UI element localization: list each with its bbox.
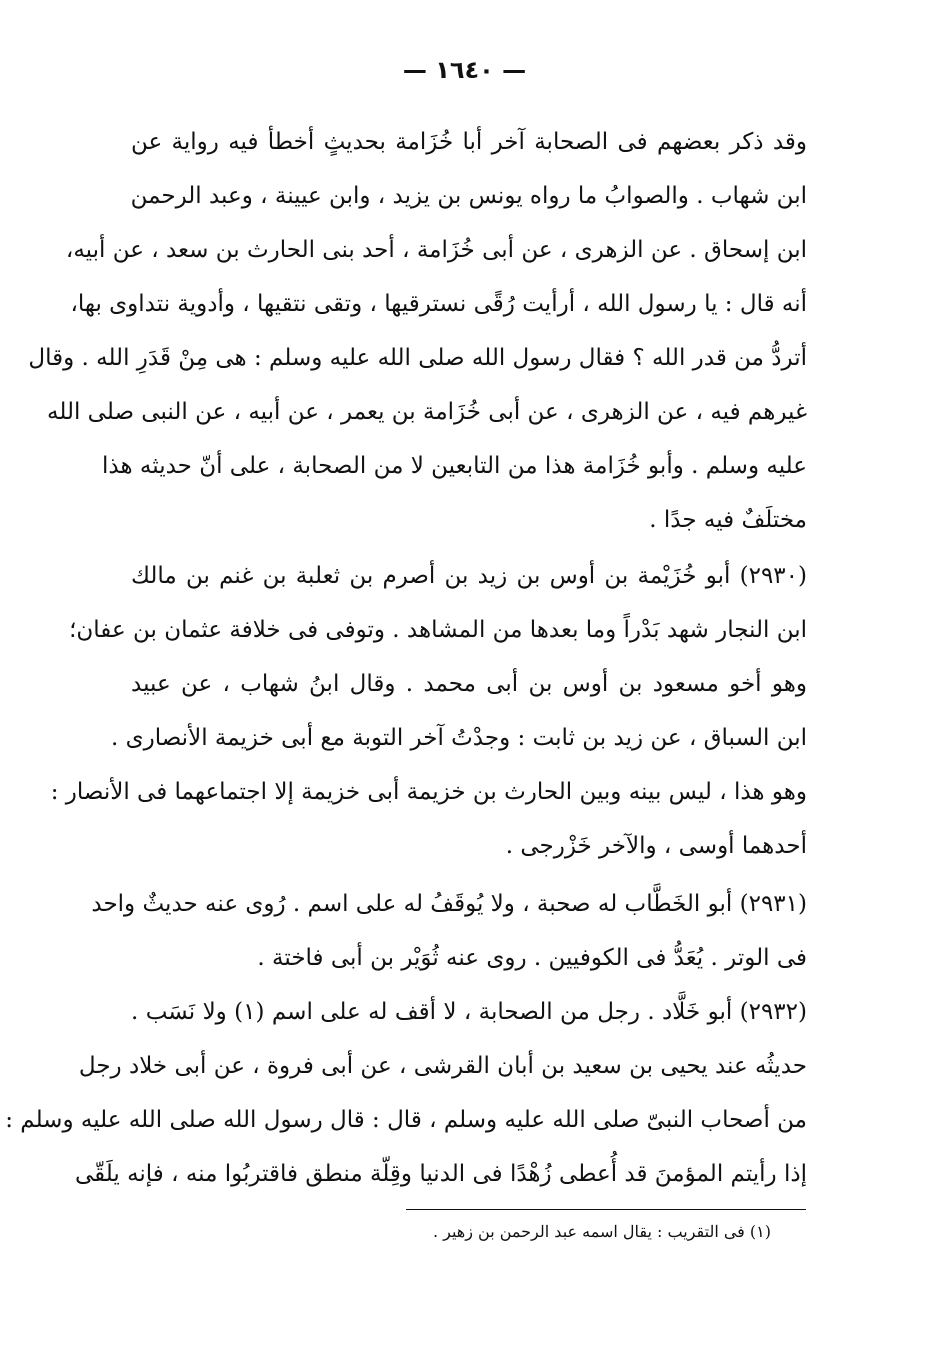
footnote: (١) فى التقريب : يقال اسمه عبد الرحمن بن زهير . xyxy=(432,1222,771,1241)
text-line: غيرهم فيه ، عن الزهرى ، عن أبى خُزَامة بن يعمر ، عن أبيه ، عن النبى صلى الله xyxy=(47,399,807,425)
text-line: من أصحاب النبىّ صلى الله عليه وسلم ، قال : قال رسول الله صلى الله عليه وسلم : xyxy=(5,1107,807,1133)
entry-heading-2932: (٢٩٣٢) أبو خَلَّاد . رجل من الصحابة ، لا أقف له على اسم (١) ولا نَسَب . xyxy=(131,999,807,1025)
text-line: وهو أخو مسعود بن أوس بن أبى محمد . وقال ابنُ شهاب ، عن عبيد xyxy=(131,671,807,697)
text-line: أحدهما أوسى ، والآخر خَزْرجى . xyxy=(505,833,807,859)
entry-heading-2931: (٢٩٣١) أبو الخَطَّاب له صحبة ، ولا يُوقَفُ له على اسم . رُوى عنه حديثٌ واحد xyxy=(91,891,807,917)
text-line: ابن شهاب . والصوابُ ما رواه يونس بن يزيد ، وابن عيينة ، وعبد الرحمن xyxy=(130,183,807,209)
text-line: وقد ذكر بعضهم فى الصحابة آخر أبا خُزَامة بحديثٍ أخطأ فيه رواية عن xyxy=(131,129,807,155)
text-line: مختلَفٌ فيه جدًا . xyxy=(649,507,807,533)
text-line: عليه وسلم . وأبو خُزَامة هذا من التابعين لا من الصحابة ، على أنّ حديثه هذا xyxy=(102,453,807,479)
text-line: فى الوتر . يُعَدُّ فى الكوفيين . روى عنه ثُوَيْر بن أبى فاختة . xyxy=(257,945,807,971)
text-line: أتردُّ من قدر الله ؟ فقال رسول الله صلى الله عليه وسلم : هى مِنْ قَدَرِ الله . وقال xyxy=(28,345,807,371)
text-line: ابن إسحاق . عن الزهرى ، عن أبى خُزَامة ، أحد بنى الحارث بن سعد ، عن أبيه، xyxy=(65,237,807,263)
footnote-divider xyxy=(406,1209,806,1210)
text-line: ابن النجار شهد بَدْراً وما بعدها من المشاهد . وتوفى فى خلافة عثمان بن عفان؛ xyxy=(69,617,807,643)
text-line: حديثُه عند يحيى بن سعيد بن أبان القرشى ، عن أبى فروة ، عن أبى خلاد رجل xyxy=(78,1053,807,1079)
text-line: ابن السباق ، عن زيد بن ثابت : وجدْتُ آخر التوبة مع أبى خزيمة الأنصارى . xyxy=(110,725,807,751)
text-line: أنه قال : يا رسول الله ، أرأيت رُقًى نسترقيها ، وتقى نتقيها ، وأدوية نتداوى بها، xyxy=(70,291,807,317)
text-line: وهو هذا ، ليس بينه وبين الحارث بن خزيمة أبى خزيمة إلا اجتماعهما فى الأنصار : xyxy=(50,779,807,805)
page-number: — ١٦٤٠ — xyxy=(402,56,527,84)
text-line: إذا رأيتم المؤمنَ قد أُعطى زُهْدًا فى الدنيا وقِلّة منطق فاقتربُوا منه ، فإنه يلَقّى xyxy=(74,1161,807,1187)
entry-heading-2930: (٢٩٣٠) أبو خُزَيْمة بن أوس بن زيد بن أصرم بن ثعلبة بن غنم بن مالك xyxy=(131,563,807,589)
